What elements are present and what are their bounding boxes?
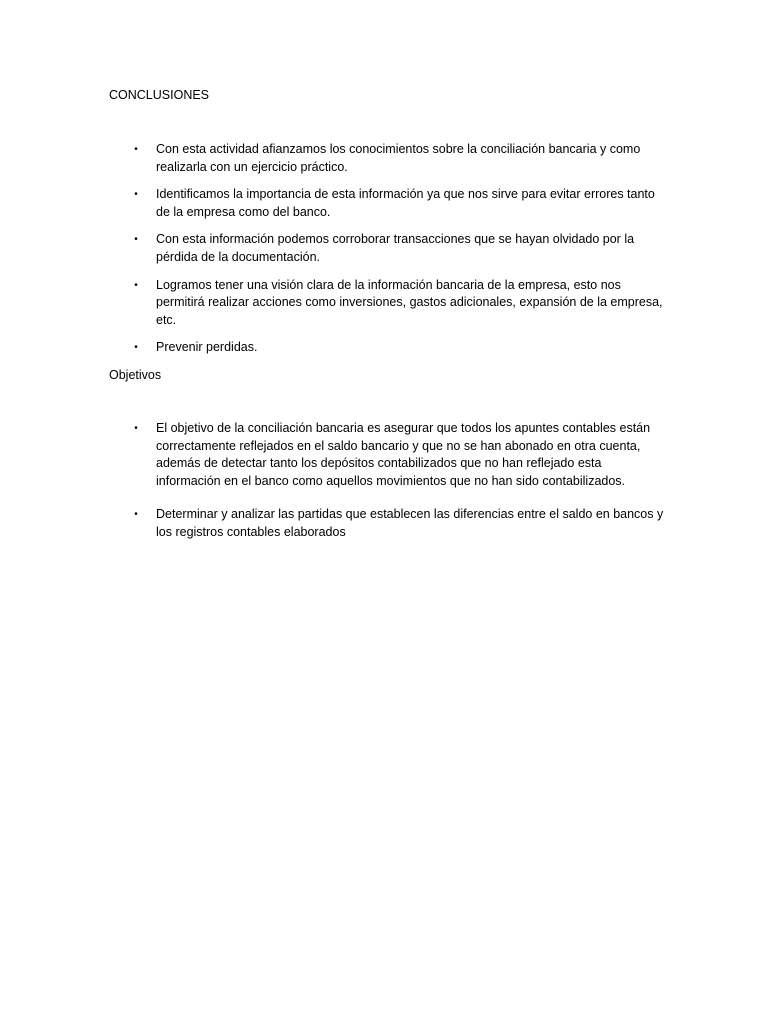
bullet-icon: • bbox=[134, 279, 138, 291]
list-item bbox=[109, 339, 669, 357]
list-item bbox=[109, 231, 669, 266]
list-item-text: Prevenir perdidas. bbox=[156, 340, 258, 355]
list-item-text: Determinar y analizar las partidas que establecen las diferencias entre el saldo en bancos y los registros contables elaborados bbox=[156, 507, 664, 539]
list-item bbox=[109, 506, 669, 541]
list-item bbox=[109, 420, 669, 490]
bullet-icon: • bbox=[134, 509, 138, 521]
list-item-text: Con esta información podemos corroborar transacciones que se hayan olvidado por la pérdida de la documentación. bbox=[156, 232, 635, 264]
bullet-icon: • bbox=[134, 144, 138, 155]
bullet-icon: • bbox=[134, 234, 138, 246]
conclusiones-list bbox=[109, 141, 669, 367]
list-item-text: El objetivo de la conciliación bancaria es asegurar que todos los apuntes contables están correctamente reflejados en el saldo bancario y que no se han abonado en otra cuenta, además de detectar tanto los depósitos contabilizados que no han reflejado esta información en el banco como aquellos movimientos que no han sido contabilizados. bbox=[156, 421, 651, 488]
list-item-text: Con esta actividad afianzamos los conocimientos sobre la conciliación bancaria y como realizarla con un ejercicio práctico. bbox=[156, 142, 641, 174]
list-item bbox=[109, 277, 669, 330]
bullet-icon: • bbox=[134, 189, 138, 201]
list-item bbox=[109, 141, 669, 176]
list-item-text: Logramos tener una visión clara de la información bancaria de la empresa, esto nos permitirá realizar acciones como inversiones, gastos adicionales, expansión de la empresa, etc. bbox=[156, 277, 663, 327]
conclusiones-heading: CONCLUSIONES bbox=[109, 88, 210, 102]
objetivos-heading: Objetivos bbox=[109, 368, 162, 382]
objetivos-list bbox=[109, 420, 669, 558]
list-item-text: Identificamos la importancia de esta información ya que nos sirve para evitar errores tanto de la empresa como del banco. bbox=[156, 187, 655, 219]
bullet-icon: • bbox=[134, 342, 138, 354]
bullet-icon: • bbox=[134, 423, 138, 434]
list-item bbox=[109, 186, 669, 221]
